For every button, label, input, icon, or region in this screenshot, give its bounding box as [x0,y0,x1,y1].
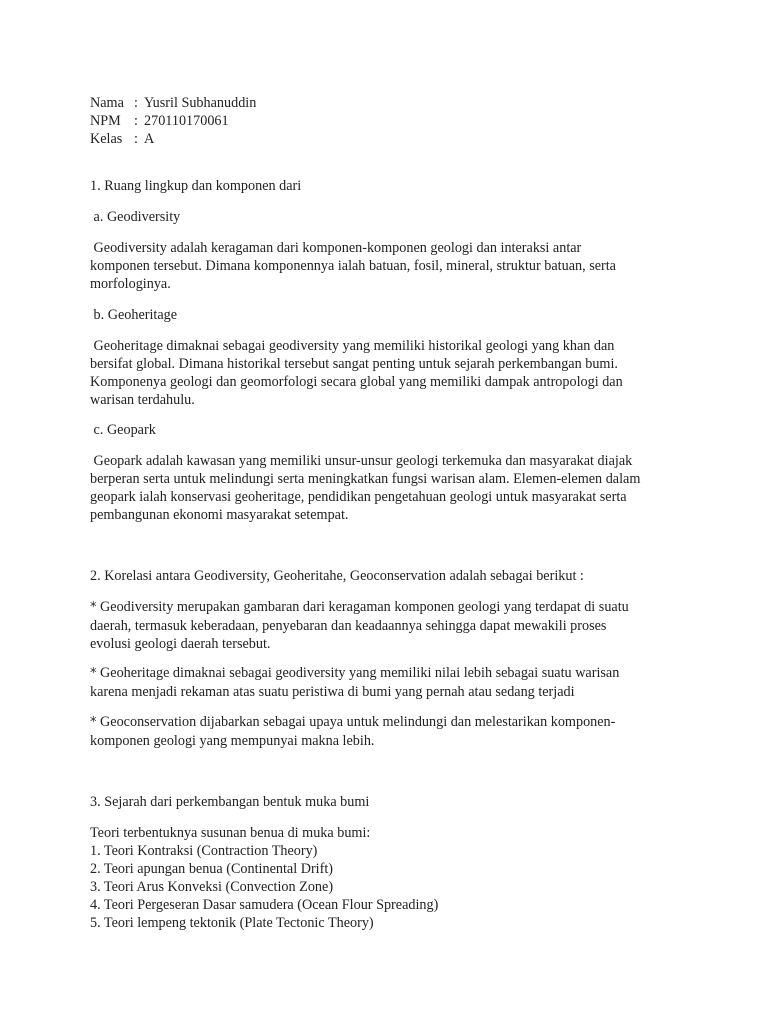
geoheritage-heading-text: b. Geoheritage [90,307,178,323]
name-value: Yusril Subhanuddin [144,95,257,111]
section2-heading [90,567,680,585]
paragraph-line: geopark ialah konservasi geoheritage, pendidikan pengetahuan geologi untuk masyarakat serta [90,489,627,505]
section1-heading-text: 1. Ruang lingkup dan komponen dari [90,178,302,194]
paragraph-line: berperan serta untuk melindungi serta meningkatkan fungsi warisan alam. Elemen-elemen dalam [90,471,641,487]
bullet-geoconservation [90,713,680,750]
bullet-geoheritage [90,664,680,701]
paragraph-line: evolusi geologi daerah tersebut. [90,636,271,652]
section3-heading [90,793,680,811]
student-info [90,94,680,148]
paragraph-line: Geodiversity adalah keragaman dari komponen-komponen geologi dan interaksi antar [90,240,582,256]
paragraph-line: warisan terdahulu. [90,392,195,408]
npm-label: NPM [90,113,121,129]
paragraph-line: karena menjadi rekaman atas suatu peristiwa di bumi yang pernah atau sedang terjadi [90,684,575,700]
paragraph-line: Geoconservation dijabarkan sebagai upaya untuk melindungi dan melestarikan komponen- [96,714,616,730]
paragraph-line: komponen geologi yang mempunyai makna lebih. [90,733,375,749]
geodiversity-heading-text: a. Geodiversity [90,209,181,225]
bullet-geodiversity [90,598,680,653]
theory-list [90,824,680,932]
bullet-star: * [90,600,97,615]
geoheritage-paragraph [90,337,680,409]
class-value: A [144,131,155,147]
npm-value: 270110170061 [144,113,229,129]
npm-row [90,112,680,130]
name-colon: : [134,95,138,111]
list-item: 4. Teori Pergeseran Dasar samudera (Ocean Flour Spreading) [90,897,439,913]
geoheritage-heading [90,306,680,324]
class-label: Kelas [90,131,123,147]
name-label: Nama [90,95,124,111]
list-item: 1. Teori Kontraksi (Contraction Theory) [90,843,318,859]
section1-heading [90,177,680,195]
paragraph-line: Komponenya geologi dan geomorfologi secara global yang memiliki dampak antropologi dan [90,374,623,390]
geodiversity-paragraph [90,239,680,293]
paragraph-line: Geopark adalah kawasan yang memiliki unsur-unsur geologi terkemuka dan masyarakat diajak [90,453,633,469]
name-row [90,94,680,112]
npm-colon: : [134,113,138,129]
paragraph-line: morfologinya. [90,276,171,292]
geopark-heading-text: c. Geopark [90,422,156,438]
list-item: 2. Teori apungan benua (Continental Drift) [90,861,334,877]
paragraph-line: Geoheritage dimaknai sebagai geodiversity yang memiliki nilai lebih sebagai suatu warisan [96,665,620,681]
geopark-paragraph [90,452,680,524]
paragraph-line: bersifat global. Dimana historikal tersebut sangat penting untuk sejarah perkembangan bumi. [90,356,618,372]
theory-intro: Teori terbentuknya susunan benua di muka bumi: [90,825,371,841]
section3-heading-text: 3. Sejarah dari perkembangan bentuk muka bumi [90,794,370,810]
geopark-heading [90,421,680,439]
paragraph-line: komponen tersebut. Dimana komponennya ialah batuan, fosil, mineral, struktur batuan, serta [90,258,616,274]
bullet-star: * [90,666,97,681]
paragraph-line: Geodiversity merupakan gambaran dari keragaman komponen geologi yang terdapat di suatu [96,599,629,615]
bullet-star: * [90,715,97,730]
geodiversity-heading [90,208,680,226]
paragraph-line: Geoheritage dimaknai sebagai geodiversity yang memiliki historikal geologi yang khan dan [90,338,615,354]
section2-heading-text: 2. Korelasi antara Geodiversity, Geoheritahe, Geoconservation adalah sebagai berikut : [90,568,584,584]
list-item: 3. Teori Arus Konveksi (Convection Zone) [90,879,334,895]
paragraph-line: daerah, termasuk keberadaan, penyebaran dan keadaannya sehingga dapat mewakili proses [90,618,607,634]
class-colon: : [134,131,138,147]
paragraph-line: pembangunan ekonomi masyarakat setempat. [90,507,349,523]
class-row [90,130,680,148]
list-item: 5. Teori lempeng tektonik (Plate Tectonic Theory) [90,915,374,931]
